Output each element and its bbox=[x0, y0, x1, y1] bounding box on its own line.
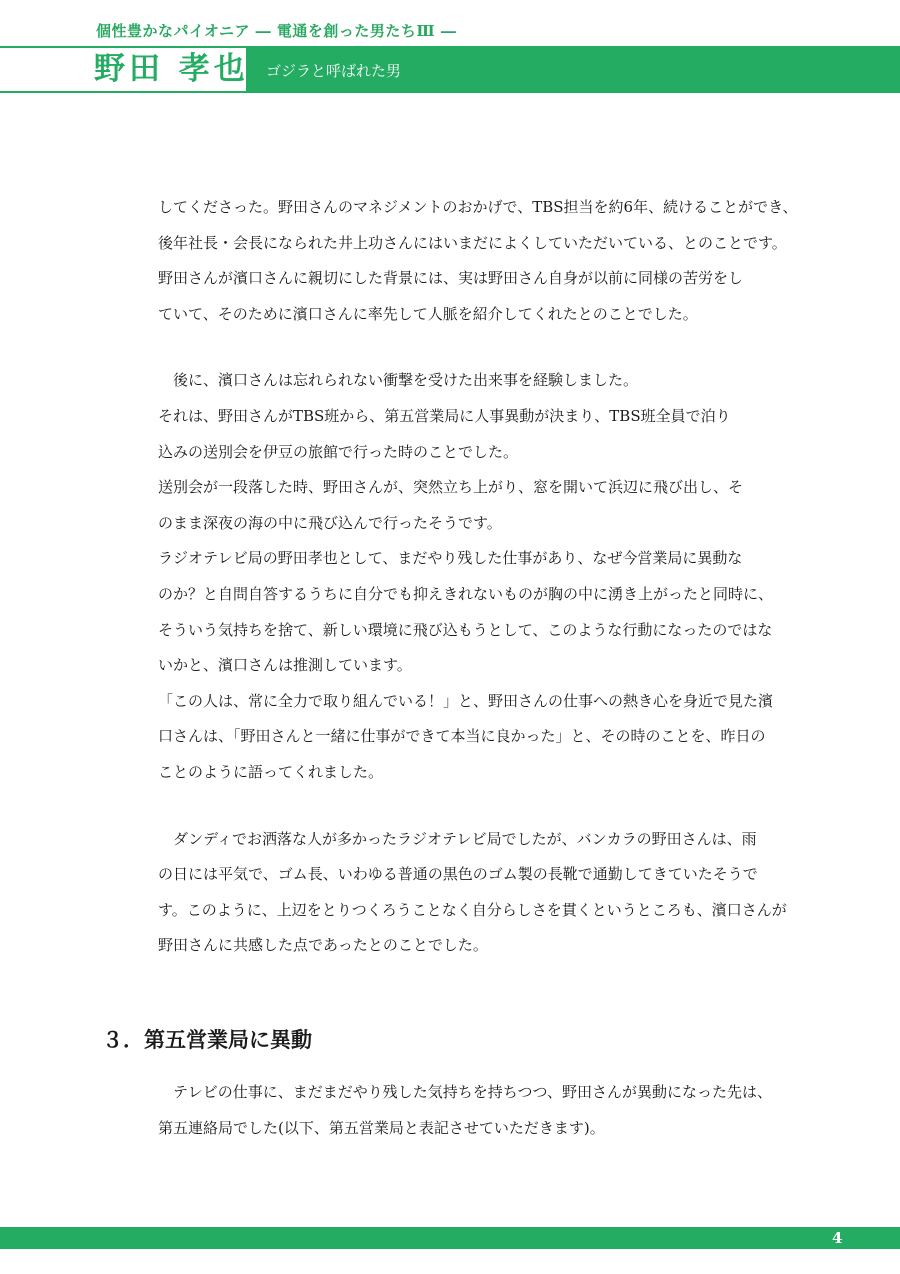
body-text bbox=[158, 190, 798, 964]
body-line: 野田さんに共感した点であったとのことでした。 bbox=[158, 936, 488, 955]
body-line: のまま深夜の海の中に飛び込んで行ったそうです。 bbox=[158, 513, 502, 532]
body-line: いかと、濱口さんは推測しています。 bbox=[158, 656, 412, 675]
body-line: ラジオテレビ局の野田孝也として、まだやり残した仕事があり、なぜ今営業局に異動な bbox=[158, 549, 743, 568]
body-line: 「この人は、常に全力で取り組んでいる！」と、野田さんの仕事への熱き心を身近で見た濱 bbox=[158, 691, 774, 710]
section-line: テレビの仕事に、まだまだやり残した気持ちを持ちつつ、野田さんが異動になった先は、 bbox=[158, 1083, 772, 1101]
section-text bbox=[158, 1075, 788, 1146]
paragraph-gap bbox=[158, 791, 788, 822]
body-line: 込みの送別会を伊豆の旅館で行った時のことでした。 bbox=[158, 442, 519, 461]
body-line: 送別会が一段落した時、野田さんが、突然立ち上がり、窓を開いて浜辺に飛び出し、そ bbox=[158, 478, 744, 497]
body-line: 口さんは、「野田さんと一緒に仕事ができて本当に良かった」と、その時のことを、昨日の bbox=[158, 727, 766, 746]
section-heading: ３．第五営業局に異動 bbox=[102, 1027, 312, 1052]
body-line: それは、野田さんがTBS班から、第五営業局に人事異動が決まり、TBS班全員で泊り bbox=[158, 406, 731, 425]
body-line: そういう気持ちを捨て、新しい環境に飛び込もうとして、このような行動になったのではな bbox=[158, 620, 773, 639]
footer-band bbox=[0, 1227, 900, 1249]
body-line: 野田さんが濱口さんに親切にした背景には、実は野田さん自身が以前に同様の苦労をし bbox=[158, 269, 744, 288]
paragraph-gap bbox=[158, 332, 788, 363]
body-line: ていて、そのために濱口さんに率先して人脈を紹介してくれたとのことでした。 bbox=[158, 304, 698, 323]
body-line: ダンディでお洒落な人が多かったラジオテレビ局でしたが、バンカラの野田さんは、雨 bbox=[158, 829, 757, 848]
body-line: ことのように語ってくれました。 bbox=[158, 762, 384, 781]
series-title: 個性豊かなパイオニア ― 電通を創った男たちⅢ ― bbox=[96, 22, 457, 40]
person-name: 野田 孝也 bbox=[94, 51, 249, 87]
body-line: のか？と自問自答するうちに自分でも抑えきれないものが胸の中に湧き上がったと同時に、 bbox=[158, 584, 774, 603]
page-number: 4 bbox=[832, 1229, 843, 1247]
body-line: す。このように、上辺をとりつくろうことなく自分らしさを貫くというところも、濱口さんが bbox=[158, 900, 787, 919]
body-line: 後年社長・会長になられた井上功さんにはいまだによくしていただいている、とのことです。 bbox=[158, 233, 787, 252]
section-line: 第五連絡局でした(以下、第五営業局と表記させていただきます)。 bbox=[158, 1118, 605, 1137]
body-line: 後に、濱口さんは忘れられない衝撃を受けた出来事を経験しました。 bbox=[158, 371, 639, 390]
body-line: の日には平気で、ゴム長、いわゆる普通の黒色のゴム製の長靴で通勤してきていたそうで bbox=[158, 865, 758, 884]
body-line: してくださった。野田さんのマネジメントのおかげで、TBS担当を約6年、続けることができ、 bbox=[158, 198, 798, 216]
chapter-subtitle: ゴジラと呼ばれた男 bbox=[266, 62, 402, 80]
